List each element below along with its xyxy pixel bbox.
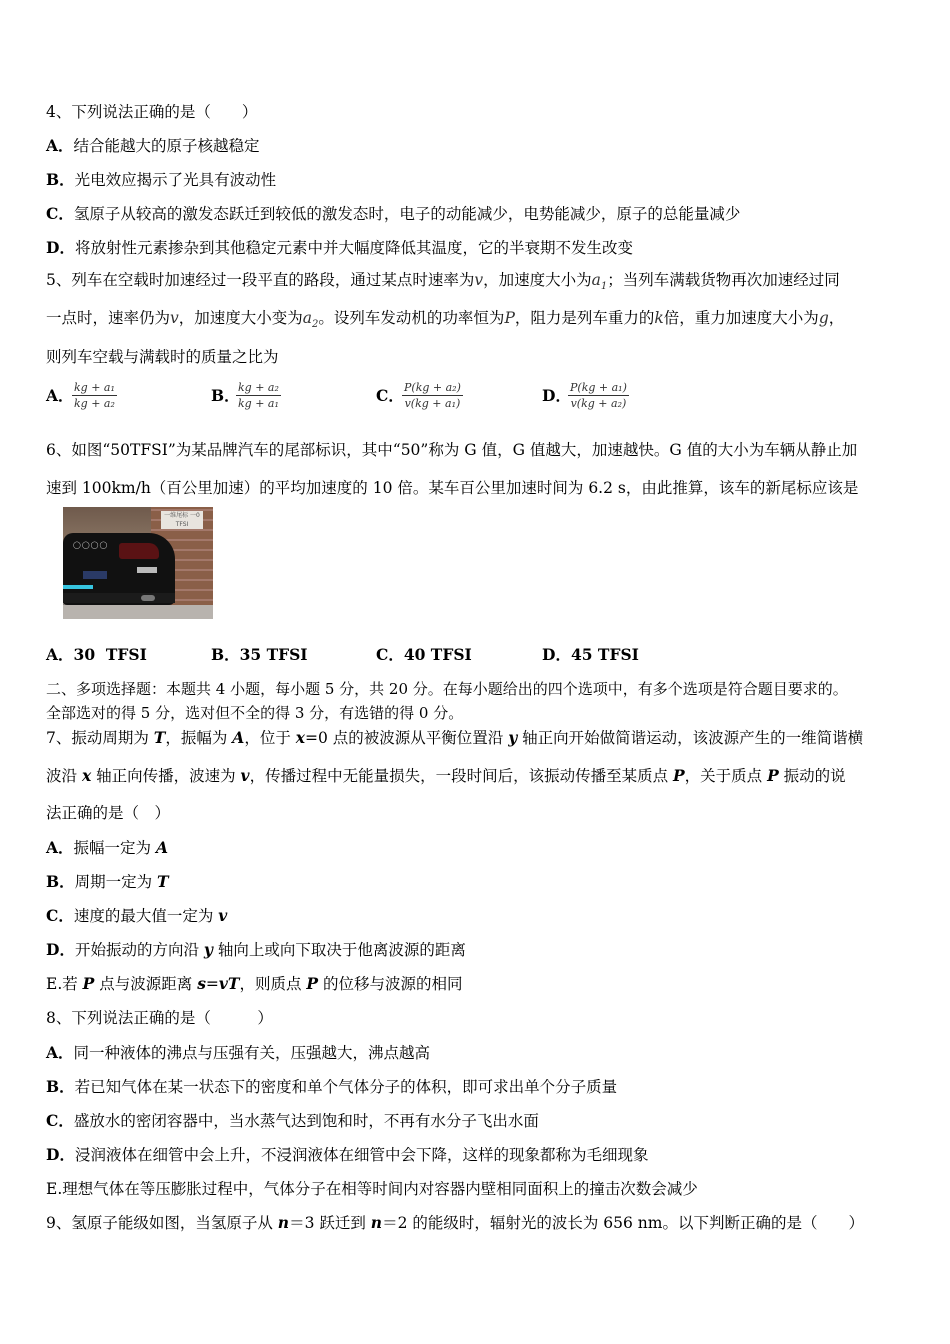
q6-option-a: A．30 TFSI — [46, 645, 147, 664]
q7-line-1: 7、振动周期为 T，振幅为 A，位于 x=0 点的被波源从平衡位置沿 y 轴正向开始做简谐运动，该波源产生的一维简谐横 — [46, 728, 864, 747]
q7-option-d: D．开始振动的方向沿 y 轴向上或向下取决于他离波源的距离 — [46, 940, 466, 959]
q4-option-a: A．结合能越大的原子核越稳定 — [46, 136, 260, 155]
tail-light — [119, 543, 159, 559]
q8-stem: 8、下列说法正确的是（ ） — [46, 1009, 273, 1027]
q4-stem: 4、下列说法正确的是（ ） — [46, 103, 258, 121]
q6-line-2: 速到 100km/h（百公里加速）的平均加速度的 10 倍。某车百公里加速时间为 6.2 s，由此推算，该车的新尾标应该是 — [46, 479, 859, 497]
car-bumper — [63, 593, 175, 603]
exhaust-pipe — [141, 595, 155, 601]
q7-line-2: 波沿 x 轴正向传播，波速为 v，传播过程中无能量损失，一段时间后，该振动传播至某质点 P，关于质点 P 振动的说 — [46, 766, 846, 785]
q5-option-b-fraction: $\frac{\text{kg + a₂}}{\text{kg + a₁}}$ — [238, 381, 279, 410]
q5-option-a-fraction: $\frac{\text{kg + a₁}}{\text{kg + a₂}}$ — [74, 381, 115, 410]
car-badge — [137, 567, 157, 573]
floor — [63, 605, 213, 619]
floor-stripe — [63, 585, 93, 589]
tail-badge-sign: 一维尾标 一0 TFSI — [161, 511, 203, 529]
q5-option-d-label: D． — [542, 386, 571, 405]
q7-line-3: 法正确的是（ ） — [46, 804, 171, 822]
q9-stem: 9、氢原子能级如图，当氢原子从 n＝3 跃迁到 n＝2 的能级时，辐射光的波长为 656 nm。以下判断正确的是（ ） — [46, 1213, 864, 1232]
q8-option-a: A．同一种液体的沸点与压强有关，压强越大，沸点越高 — [46, 1043, 431, 1062]
q6-option-d: D．45 TFSI — [542, 645, 639, 664]
q6-option-b: B．35 TFSI — [211, 645, 308, 664]
q4-option-b: B．光电效应揭示了光具有波动性 — [46, 170, 277, 189]
q5-option-a-label: A． — [46, 386, 74, 405]
q8-option-b: B．若已知气体在某一状态下的密度和单个气体分子的体积，即可求出单个分子质量 — [46, 1077, 618, 1096]
section2-line-2: 全部选对的得 5 分，选对但不全的得 3 分，有选错的得 0 分。 — [46, 704, 464, 722]
q4-option-c: C．氢原子从较高的激发态跃迁到较低的激发态时，电子的动能减少，电势能减少，原子的总能量减少 — [46, 204, 741, 223]
car-logo-icon: ◯◯◯◯ — [73, 541, 109, 549]
q7-option-a: A．振幅一定为 A — [46, 838, 168, 857]
license-plate — [83, 571, 107, 579]
q8-option-e: E.理想气体在等压膨胀过程中，气体分子在相等时间内对容器内壁相同面积上的撞击次数会减少 — [46, 1180, 698, 1198]
q5-option-c-fraction: $\frac{\text{P(kg + a₂)}}{\text{v(kg + a₁)}}$ — [404, 381, 461, 410]
q5-line-3: 则列车空载与满载时的质量之比为 — [46, 348, 279, 366]
section2-line-1: 二、多项选择题：本题共 4 小题，每小题 5 分，共 20 分。在每小题给出的四个选项中，有多个选项是符合题目要求的。 — [46, 680, 848, 698]
q4-option-d: D．将放射性元素掺杂到其他稳定元素中并大幅度降低其温度，它的半衰期不发生改变 — [46, 238, 633, 257]
q5-line-2: 一点时，速率仍为v，加速度大小变为$a_2$。设列车发动机的功率恒为P，阻力是列车重力的k倍，重力加速度大小为g， — [46, 309, 845, 331]
q6-line-1: 6、如图“50TFSI”为某品牌汽车的尾部标识，其中“50”称为 G 值，G 值越大，加速越快。G 值的大小为车辆从静止加 — [46, 441, 858, 459]
q7-option-c: C．速度的最大值一定为 v — [46, 906, 228, 925]
q5-line-1: 5、列车在空载时加速经过一段平直的路段，通过某点时速率为v，加速度大小为$a_1$；当列车满载货物再次加速经过同 — [46, 271, 840, 293]
q7-option-e: E.若 P 点与波源距离 s=vT，则质点 P 的位移与波源的相同 — [46, 974, 463, 993]
q8-option-c: C．盛放水的密闭容器中，当水蒸气达到饱和时，不再有水分子飞出水面 — [46, 1111, 539, 1130]
q5-option-d-fraction: $\frac{\text{P(kg + a₁)}}{\text{v(kg + a₂)}}$ — [570, 381, 627, 410]
q7-option-b: B．周期一定为 T — [46, 872, 169, 891]
car-rear-photo — [63, 507, 213, 619]
q8-option-d: D．浸润液体在细管中会上升，不浸润液体在细管中会下降，这样的现象都称为毛细现象 — [46, 1145, 649, 1164]
q5-option-c-label: C． — [376, 386, 404, 405]
q6-option-c: C．40 TFSI — [376, 645, 472, 664]
q5-option-b-label: B． — [211, 386, 240, 405]
